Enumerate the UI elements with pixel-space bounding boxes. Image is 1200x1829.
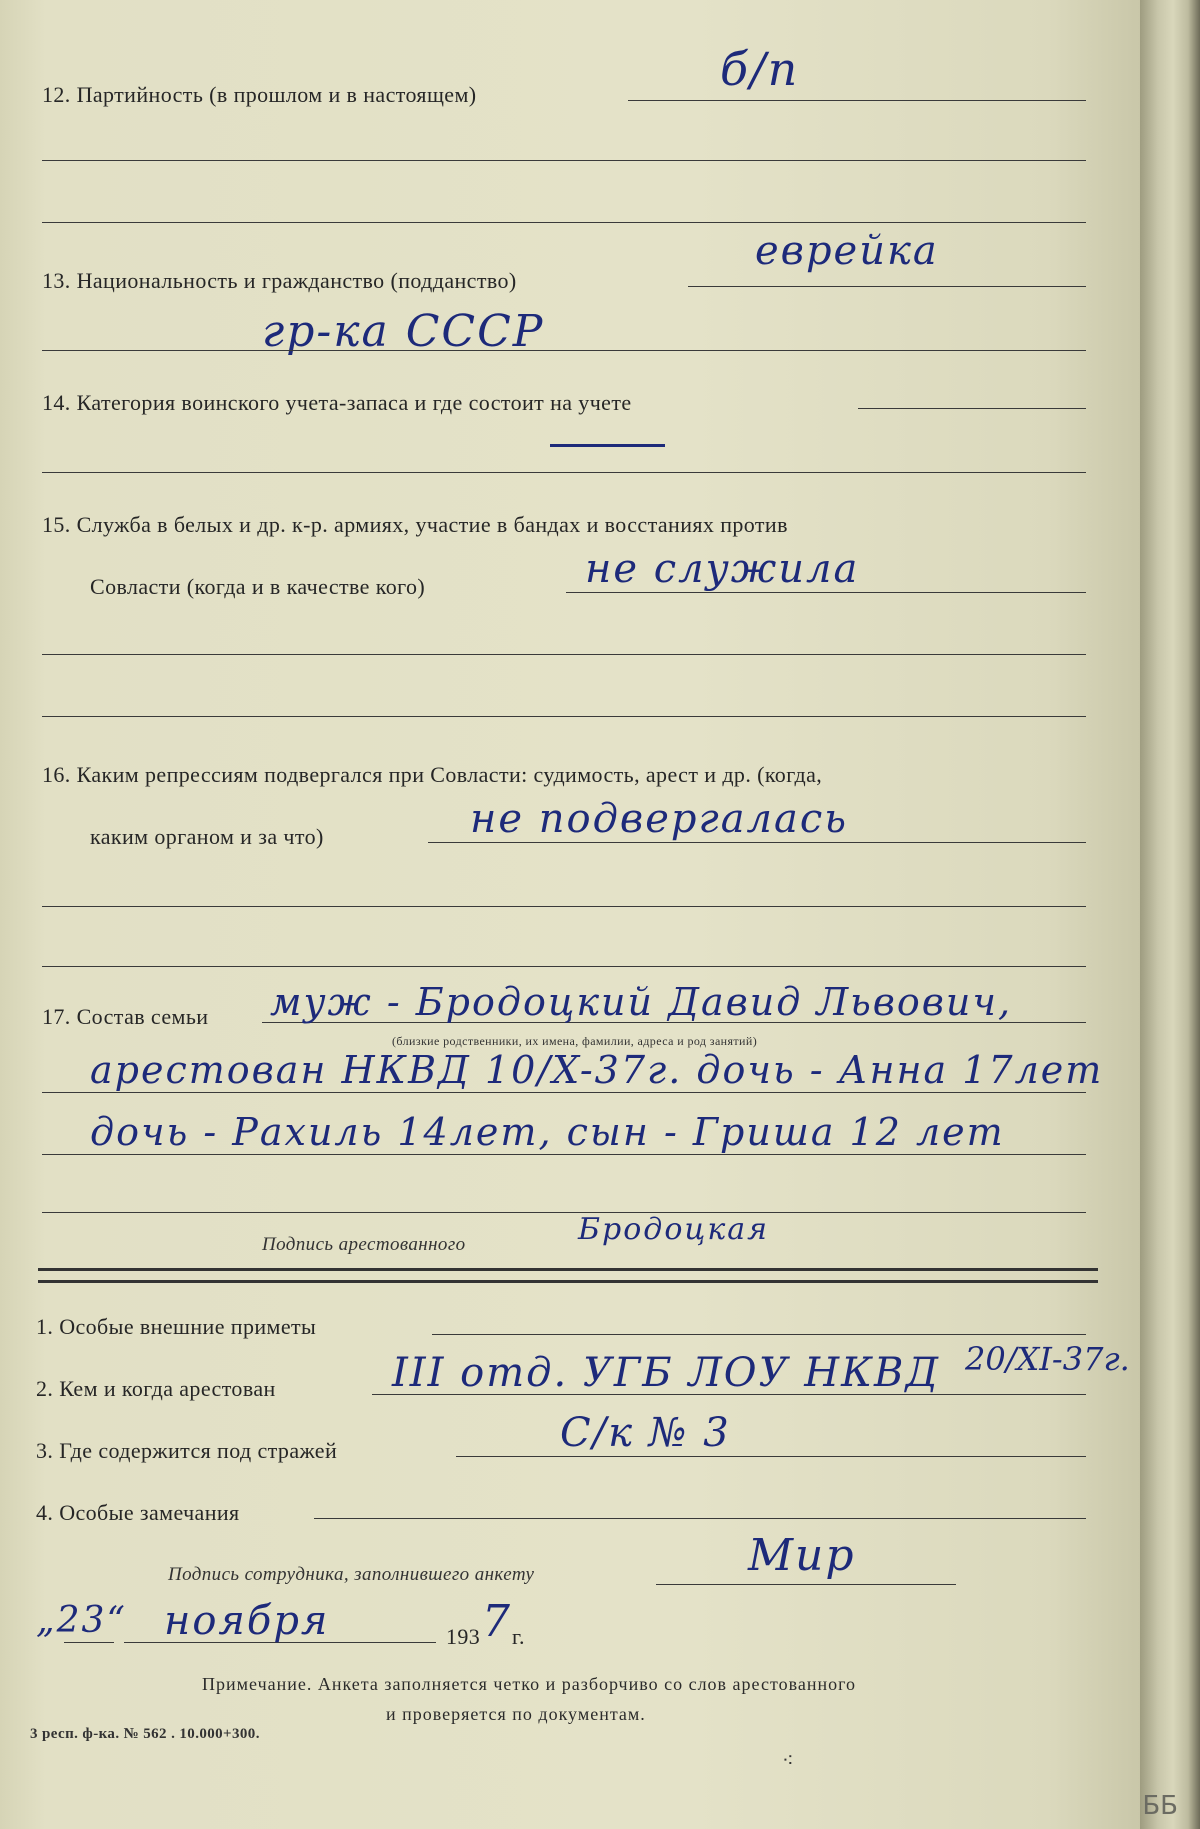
q17-label: 17. Состав семьи [42,1004,209,1029]
a1-label: 1. Особые внешние приметы [36,1314,317,1339]
rule-8 [42,966,1086,967]
q12-answer: б/п [720,42,800,96]
date-day: „23“ [36,1600,127,1641]
q15-label: 15. Служба в белых и др. к-р. армиях, участие в бандах и восстаниях против [42,512,788,537]
q17-answer-3: дочь - Рахиль 14лет, сын - Гриша 12 лет [90,1110,1005,1154]
q13-label: 13. Национальность и гражданство (подданство) [42,268,517,293]
print-info: 3 респ. ф-ка. № 562 . 10.000+300. [30,1726,260,1742]
a2-date: 20/XI-37г. [965,1340,1130,1378]
a1-line [432,1334,1086,1335]
q14-label: 14. Категория воинского учета-запаса и где состоит на учете [42,390,632,415]
q16-line [428,842,1086,843]
q16-answer: не подвергалась [470,796,849,842]
q16-label: 16. Каким репрессиям подвергался при Совласти: судимость, арест и др. (когда, [42,762,823,787]
a4-label: 4. Особые замечания [36,1500,240,1525]
rule-3 [42,350,1086,351]
rule-10 [42,1154,1086,1155]
q14-line [858,408,1086,409]
a3-line [456,1456,1086,1457]
signature-arrested-value: Бродоцкая [578,1212,769,1247]
date-year-suffix: г. [512,1624,525,1649]
q13-line [688,286,1086,287]
rule-4 [42,472,1086,473]
signature-arrested-label: Подпись арестованного [262,1234,466,1255]
date-year-prefix: 193 [446,1624,481,1649]
rule-2 [42,222,1086,223]
footer-note: Примечание. Анкета заполняется четко и разборчиво со слов арестованного [202,1674,857,1694]
rule-5 [42,654,1086,655]
stamp-mark: ⁖ [782,1750,794,1772]
q15-line [566,592,1086,593]
date-month: ноября [164,1598,330,1644]
rule-11 [42,1212,1086,1213]
officer-signature-value: Мир [748,1530,856,1581]
a2-answer: III отд. УГБ ЛОУ НКВД [392,1350,940,1396]
rule-1 [42,160,1086,161]
date-year-digit: 7 [482,1596,512,1647]
footer-note-2: и проверяется по документам. [386,1704,646,1724]
q17-answer-2: арестован НКВД 10/X-37г. дочь - Анна 17лет [90,1048,1104,1092]
q12-line [628,100,1086,101]
binding-edge [1140,0,1200,1829]
a3-answer: С/к № 3 [560,1410,731,1456]
q12-label: 12. Партийность (в прошлом и в настоящем) [42,82,477,107]
q16-label-2: каким органом и за что) [90,824,324,849]
q17-hint: (близкие родственники, их имена, фамилии, адреса и род занятий) [392,1034,758,1048]
q13-answer: еврейка [755,228,939,274]
rule-9 [42,1092,1086,1093]
q17-answer: муж - Бродоцкий Давид Львович, [270,980,1013,1024]
date-day-line [64,1642,114,1643]
a4-line [314,1518,1086,1519]
section-divider [38,1268,1098,1283]
q15-label-2: Совласти (когда и в качестве кого) [90,574,426,599]
rule-7 [42,906,1086,907]
officer-signature-label: Подпись сотрудника, заполнившего анкету [168,1564,535,1585]
q15-answer: не служила [585,546,860,592]
a3-label: 3. Где содержится под стражей [36,1438,338,1463]
officer-signature-line [656,1584,956,1585]
watermark: ББ [1142,1791,1178,1821]
q13-answer-2: гр-ка СССР [262,306,545,357]
rule-6 [42,716,1086,717]
a2-label: 2. Кем и когда арестован [36,1376,276,1401]
q14-answer-dash [550,444,665,447]
